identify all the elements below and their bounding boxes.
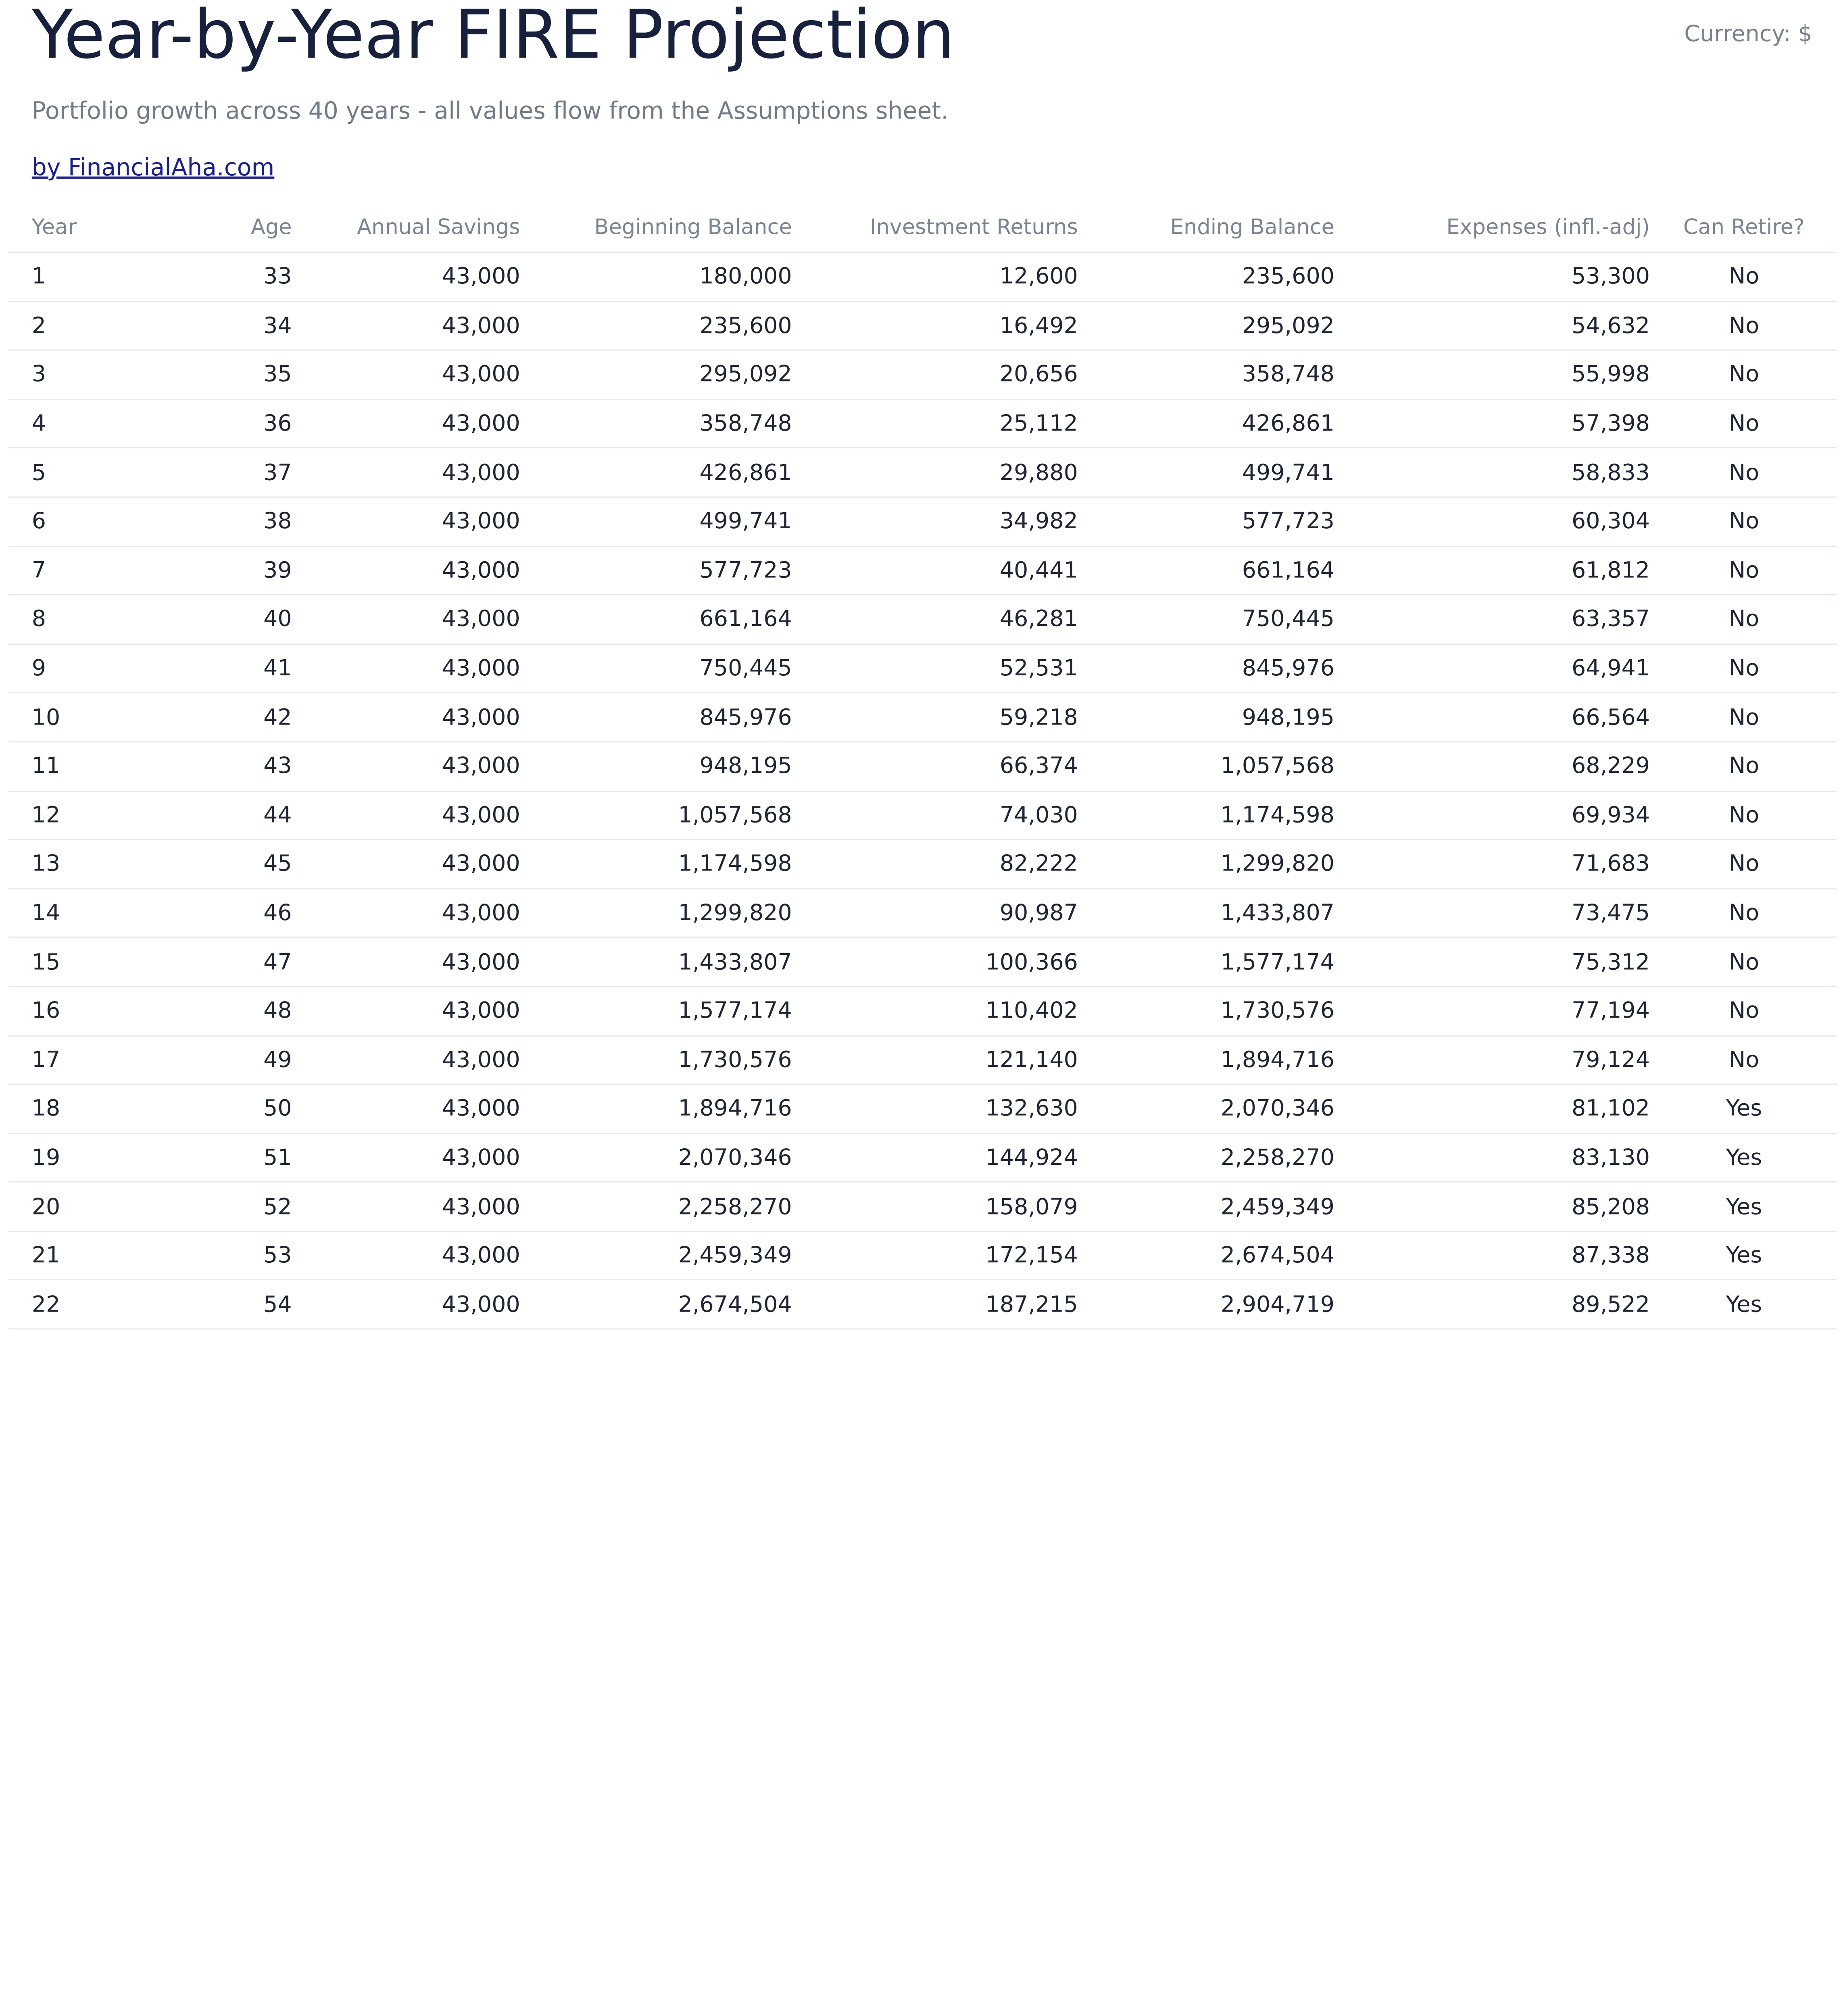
- column-header-annual-savings: Annual Savings: [357, 215, 520, 240]
- cell-annual-savings: 43,000: [442, 998, 520, 1024]
- cell-can-retire: No: [1728, 606, 1760, 633]
- column-header-expenses: Expenses (infl.-adj): [1446, 215, 1650, 240]
- cell-ending-balance: 577,723: [1242, 508, 1335, 535]
- cell-ending-balance: 1,894,716: [1220, 1047, 1335, 1073]
- cell-can-retire: No: [1728, 655, 1760, 681]
- cell-year: 22: [31, 1291, 60, 1318]
- cell-annual-savings: 43,000: [442, 900, 520, 926]
- table-row: [8, 1036, 1837, 1085]
- cell-can-retire: No: [1728, 851, 1760, 877]
- cell-can-retire: Yes: [1726, 1095, 1762, 1122]
- cell-age: 38: [263, 508, 292, 535]
- cell-age: 41: [263, 655, 292, 681]
- cell-ending-balance: 235,600: [1242, 264, 1335, 290]
- table-body: [8, 253, 1837, 1329]
- cell-investment-returns: 121,140: [985, 1047, 1078, 1073]
- cell-beginning-balance: 948,195: [699, 753, 792, 779]
- table-row: [8, 547, 1837, 596]
- cell-investment-returns: 132,630: [985, 1095, 1078, 1122]
- page-subtitle: Portfolio growth across 40 years - all values flow from the Assumptions sheet.: [31, 96, 949, 125]
- cell-age: 48: [263, 998, 292, 1024]
- cell-ending-balance: 1,577,174: [1220, 949, 1335, 975]
- cell-age: 43: [263, 753, 292, 779]
- cell-expenses: 87,338: [1572, 1242, 1650, 1269]
- cell-expenses: 81,102: [1572, 1095, 1650, 1122]
- table-row: [8, 498, 1837, 546]
- cell-year: 17: [31, 1047, 60, 1073]
- cell-ending-balance: 2,459,349: [1220, 1193, 1335, 1220]
- cell-investment-returns: 29,880: [999, 459, 1078, 486]
- cell-age: 42: [263, 704, 292, 731]
- cell-can-retire: No: [1728, 508, 1760, 535]
- cell-annual-savings: 43,000: [442, 606, 520, 633]
- cell-ending-balance: 358,748: [1242, 362, 1335, 388]
- cell-expenses: 61,812: [1572, 557, 1650, 583]
- column-header-can-retire: Can Retire?: [1683, 215, 1805, 240]
- cell-beginning-balance: 1,174,598: [678, 851, 792, 877]
- cell-year: 16: [31, 998, 60, 1024]
- cell-investment-returns: 144,924: [985, 1145, 1078, 1171]
- currency-label: Currency: $: [1684, 21, 1812, 47]
- cell-ending-balance: 1,299,820: [1220, 851, 1335, 877]
- cell-year: 19: [31, 1145, 60, 1171]
- column-header-beginning-balance: Beginning Balance: [594, 215, 792, 240]
- cell-annual-savings: 43,000: [442, 802, 520, 828]
- cell-beginning-balance: 2,070,346: [678, 1145, 792, 1171]
- cell-ending-balance: 2,070,346: [1220, 1095, 1335, 1122]
- cell-year: 20: [31, 1193, 60, 1220]
- cell-age: 36: [263, 410, 292, 437]
- cell-expenses: 71,683: [1572, 851, 1650, 877]
- cell-investment-returns: 16,492: [999, 312, 1078, 339]
- cell-investment-returns: 100,366: [985, 949, 1078, 975]
- column-header-age: Age: [251, 215, 292, 240]
- cell-age: 52: [263, 1193, 292, 1220]
- cell-ending-balance: 948,195: [1242, 704, 1335, 731]
- cell-expenses: 55,998: [1572, 362, 1650, 388]
- cell-annual-savings: 43,000: [442, 949, 520, 975]
- cell-can-retire: No: [1728, 459, 1760, 486]
- table-header-row: [8, 202, 1837, 253]
- cell-expenses: 66,564: [1572, 704, 1650, 731]
- cell-annual-savings: 43,000: [442, 704, 520, 731]
- cell-can-retire: No: [1728, 900, 1760, 926]
- cell-can-retire: No: [1728, 998, 1760, 1024]
- cell-annual-savings: 43,000: [442, 557, 520, 583]
- cell-year: 13: [31, 851, 60, 877]
- projection-table: [8, 202, 1837, 1330]
- cell-age: 53: [263, 1242, 292, 1269]
- cell-investment-returns: 46,281: [999, 606, 1078, 633]
- cell-beginning-balance: 499,741: [699, 508, 792, 535]
- cell-annual-savings: 43,000: [442, 410, 520, 437]
- cell-annual-savings: 43,000: [442, 1145, 520, 1171]
- cell-age: 46: [263, 900, 292, 926]
- cell-age: 40: [263, 606, 292, 633]
- cell-can-retire: Yes: [1726, 1193, 1762, 1220]
- cell-ending-balance: 2,674,504: [1220, 1242, 1335, 1269]
- cell-investment-returns: 90,987: [999, 900, 1078, 926]
- cell-can-retire: No: [1728, 312, 1760, 339]
- cell-annual-savings: 43,000: [442, 362, 520, 388]
- cell-age: 34: [263, 312, 292, 339]
- table-row: [8, 694, 1837, 742]
- table-row: [8, 889, 1837, 938]
- cell-can-retire: Yes: [1726, 1145, 1762, 1171]
- cell-beginning-balance: 750,445: [699, 655, 792, 681]
- cell-year: 10: [31, 704, 60, 731]
- cell-ending-balance: 2,904,719: [1220, 1291, 1335, 1318]
- cell-ending-balance: 1,174,598: [1220, 802, 1335, 828]
- table-row: [8, 1232, 1837, 1281]
- cell-investment-returns: 172,154: [985, 1242, 1078, 1269]
- cell-beginning-balance: 845,976: [699, 704, 792, 731]
- cell-annual-savings: 43,000: [442, 1242, 520, 1269]
- cell-annual-savings: 43,000: [442, 753, 520, 779]
- cell-can-retire: No: [1728, 949, 1760, 975]
- cell-can-retire: Yes: [1726, 1291, 1762, 1318]
- cell-annual-savings: 43,000: [442, 1193, 520, 1220]
- cell-can-retire: No: [1728, 557, 1760, 583]
- table-row: [8, 840, 1837, 889]
- cell-ending-balance: 499,741: [1242, 459, 1335, 486]
- cell-year: 9: [31, 655, 46, 681]
- cell-annual-savings: 43,000: [442, 655, 520, 681]
- table-row: [8, 302, 1837, 351]
- cell-beginning-balance: 2,459,349: [678, 1242, 792, 1269]
- table-row: [8, 742, 1837, 791]
- cell-can-retire: Yes: [1726, 1242, 1762, 1269]
- cell-annual-savings: 43,000: [442, 264, 520, 290]
- cell-beginning-balance: 1,730,576: [678, 1047, 792, 1073]
- table-row: [8, 596, 1837, 644]
- cell-annual-savings: 43,000: [442, 1095, 520, 1122]
- cell-expenses: 57,398: [1572, 410, 1650, 437]
- cell-year: 5: [31, 459, 46, 486]
- cell-year: 11: [31, 753, 60, 779]
- cell-beginning-balance: 235,600: [699, 312, 792, 339]
- table-row: [8, 938, 1837, 987]
- cell-ending-balance: 661,164: [1242, 557, 1335, 583]
- cell-expenses: 79,124: [1572, 1047, 1650, 1073]
- cell-investment-returns: 110,402: [985, 998, 1078, 1024]
- cell-investment-returns: 66,374: [999, 753, 1078, 779]
- column-header-ending-balance: Ending Balance: [1170, 215, 1335, 240]
- cell-investment-returns: 59,218: [999, 704, 1078, 731]
- table-row: [8, 987, 1837, 1036]
- cell-age: 33: [263, 264, 292, 290]
- cell-annual-savings: 43,000: [442, 459, 520, 486]
- cell-age: 35: [263, 362, 292, 388]
- cell-beginning-balance: 358,748: [699, 410, 792, 437]
- cell-investment-returns: 12,600: [999, 264, 1078, 290]
- table-row: [8, 791, 1837, 840]
- cell-ending-balance: 2,258,270: [1220, 1145, 1335, 1171]
- cell-can-retire: No: [1728, 704, 1760, 731]
- cell-age: 51: [263, 1145, 292, 1171]
- cell-beginning-balance: 1,299,820: [678, 900, 792, 926]
- cell-expenses: 73,475: [1572, 900, 1650, 926]
- cell-year: 4: [31, 410, 46, 437]
- cell-expenses: 54,632: [1572, 312, 1650, 339]
- cell-can-retire: No: [1728, 410, 1760, 437]
- cell-year: 18: [31, 1095, 60, 1122]
- cell-beginning-balance: 1,894,716: [678, 1095, 792, 1122]
- cell-beginning-balance: 295,092: [699, 362, 792, 388]
- cell-expenses: 58,833: [1572, 459, 1650, 486]
- column-header-year: Year: [31, 215, 77, 240]
- cell-year: 2: [31, 312, 46, 339]
- cell-year: 12: [31, 802, 60, 828]
- cell-age: 37: [263, 459, 292, 486]
- cell-expenses: 64,941: [1572, 655, 1650, 681]
- cell-ending-balance: 1,730,576: [1220, 998, 1335, 1024]
- cell-expenses: 60,304: [1572, 508, 1650, 535]
- cell-year: 8: [31, 606, 46, 633]
- cell-expenses: 69,934: [1572, 802, 1650, 828]
- cell-beginning-balance: 2,674,504: [678, 1291, 792, 1318]
- table-row: [8, 1134, 1837, 1183]
- cell-investment-returns: 82,222: [999, 851, 1078, 877]
- cell-age: 49: [263, 1047, 292, 1073]
- cell-year: 15: [31, 949, 60, 975]
- cell-expenses: 68,229: [1572, 753, 1650, 779]
- cell-can-retire: No: [1728, 264, 1760, 290]
- cell-can-retire: No: [1728, 802, 1760, 828]
- cell-annual-savings: 43,000: [442, 1291, 520, 1318]
- table-row: [8, 351, 1837, 400]
- cell-investment-returns: 52,531: [999, 655, 1078, 681]
- cell-age: 39: [263, 557, 292, 583]
- table-row: [8, 1183, 1837, 1231]
- cell-expenses: 75,312: [1572, 949, 1650, 975]
- cell-ending-balance: 845,976: [1242, 655, 1335, 681]
- cell-ending-balance: 1,057,568: [1220, 753, 1335, 779]
- cell-year: 6: [31, 508, 46, 535]
- cell-can-retire: No: [1728, 753, 1760, 779]
- cell-age: 45: [263, 851, 292, 877]
- column-header-investment-returns: Investment Returns: [869, 215, 1078, 240]
- cell-annual-savings: 43,000: [442, 1047, 520, 1073]
- table-row: [8, 644, 1837, 693]
- table-row: [8, 400, 1837, 448]
- cell-annual-savings: 43,000: [442, 851, 520, 877]
- table-row: [8, 1085, 1837, 1134]
- cell-investment-returns: 20,656: [999, 362, 1078, 388]
- cell-investment-returns: 158,079: [985, 1193, 1078, 1220]
- cell-investment-returns: 40,441: [999, 557, 1078, 583]
- cell-expenses: 77,194: [1572, 998, 1650, 1024]
- cell-age: 50: [263, 1095, 292, 1122]
- cell-beginning-balance: 426,861: [699, 459, 792, 486]
- cell-beginning-balance: 2,258,270: [678, 1193, 792, 1220]
- cell-can-retire: No: [1728, 362, 1760, 388]
- cell-expenses: 53,300: [1572, 264, 1650, 290]
- cell-ending-balance: 426,861: [1242, 410, 1335, 437]
- cell-age: 54: [263, 1291, 292, 1318]
- cell-ending-balance: 295,092: [1242, 312, 1335, 339]
- cell-year: 21: [31, 1242, 60, 1269]
- cell-ending-balance: 750,445: [1242, 606, 1335, 633]
- cell-beginning-balance: 1,433,807: [678, 949, 792, 975]
- cell-investment-returns: 25,112: [999, 410, 1078, 437]
- cell-age: 47: [263, 949, 292, 975]
- cell-beginning-balance: 1,057,568: [678, 802, 792, 828]
- cell-investment-returns: 187,215: [985, 1291, 1078, 1318]
- cell-beginning-balance: 577,723: [699, 557, 792, 583]
- cell-year: 7: [31, 557, 46, 583]
- cell-expenses: 85,208: [1572, 1193, 1650, 1220]
- cell-investment-returns: 74,030: [999, 802, 1078, 828]
- cell-annual-savings: 43,000: [442, 508, 520, 535]
- cell-year: 1: [31, 264, 46, 290]
- cell-can-retire: No: [1728, 1047, 1760, 1073]
- table-row: [8, 449, 1837, 498]
- cell-expenses: 83,130: [1572, 1145, 1650, 1171]
- cell-ending-balance: 1,433,807: [1220, 900, 1335, 926]
- cell-age: 44: [263, 802, 292, 828]
- financialaha-link[interactable]: by FinancialAha.com: [31, 153, 275, 181]
- cell-beginning-balance: 1,577,174: [678, 998, 792, 1024]
- cell-annual-savings: 43,000: [442, 312, 520, 339]
- cell-investment-returns: 34,982: [999, 508, 1078, 535]
- cell-year: 14: [31, 900, 60, 926]
- cell-beginning-balance: 180,000: [699, 264, 792, 290]
- cell-beginning-balance: 661,164: [699, 606, 792, 633]
- page-title: Year-by-Year FIRE Projection: [31, 0, 955, 74]
- cell-expenses: 63,357: [1572, 606, 1650, 633]
- cell-year: 3: [31, 362, 46, 388]
- table-row: [8, 1281, 1837, 1329]
- table-row: [8, 253, 1837, 302]
- cell-expenses: 89,522: [1572, 1291, 1650, 1318]
